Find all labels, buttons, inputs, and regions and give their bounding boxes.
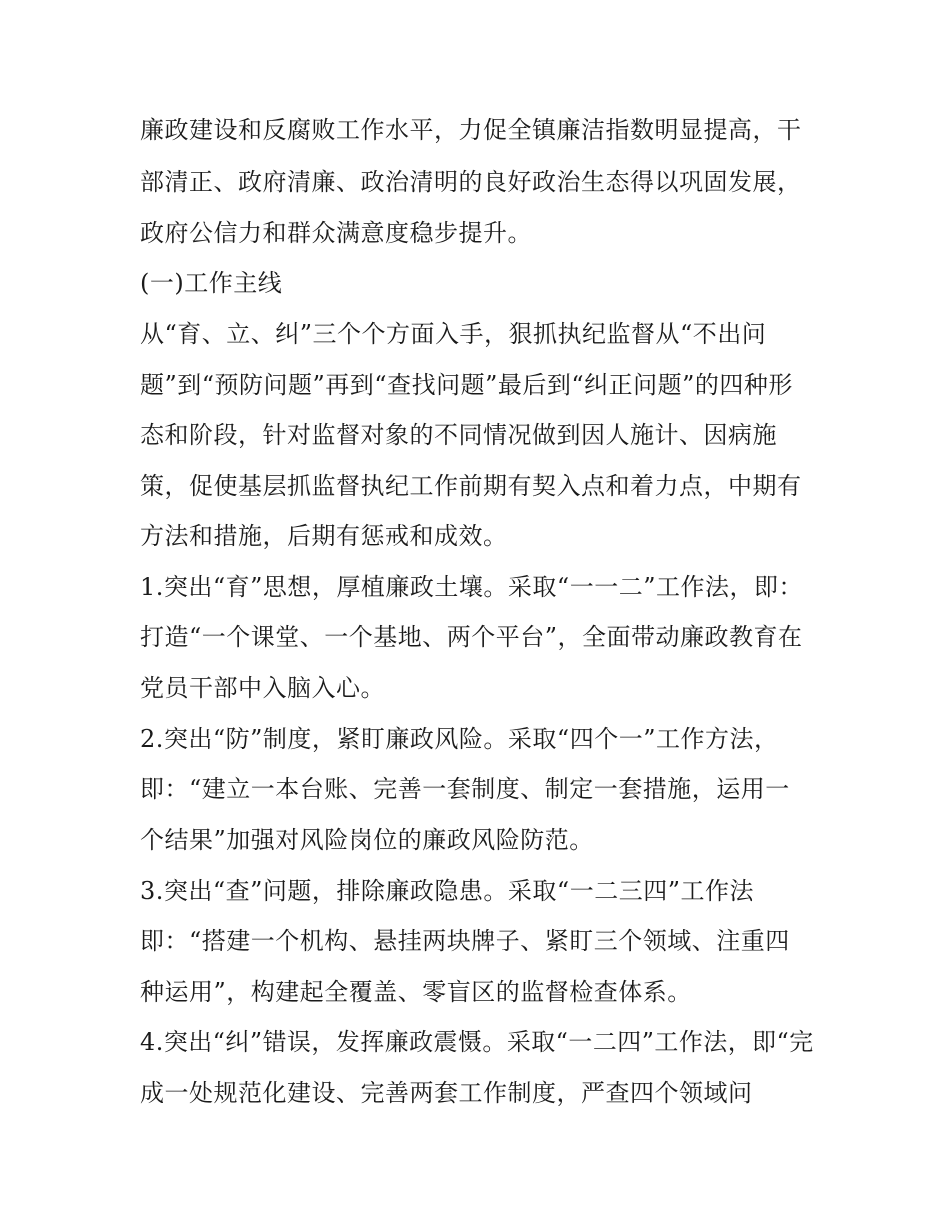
text-line: 部清正、政府清廉、政治清明的良好政治生态得以巩固发展， (140, 168, 802, 196)
text-line: 从“育、立、纠”三个个方面入手，狠抓执纪监督从“不出问 (140, 320, 767, 348)
text-line: 成一处规范化建设、完善两套工作制度，严查四个领域问 (140, 1079, 753, 1107)
text-line: 个结果”加强对风险岗位的廉政风险防范。 (140, 826, 594, 854)
list-item-1: 1.突出“育”思想，厚植廉政土壤。采取“一一二”工作法，即： (140, 573, 803, 601)
text-line: 方法和措施，后期有惩戒和成效。 (140, 522, 508, 550)
text-line: 廉政建设和反腐败工作水平，力促全镇廉洁指数明显提高，干 (140, 116, 802, 144)
section-heading: (一)工作主线 (140, 269, 283, 297)
text-line: 即：“建立一本台账、完善一套制度、制定一套措施，运用一 (140, 775, 790, 803)
list-item-3: 3.突出“查”问题，排除廉政隐患。采取“一二三四”工作法 (140, 877, 754, 905)
text-line: 策，促使基层抓监督执纪工作前期有契入点和着力点，中期有 (140, 472, 802, 500)
text-line: 即：“搭建一个机构、悬挂两块牌子、紧盯三个领域、注重四 (140, 927, 790, 955)
text-line: 种运用”，构建起全覆盖、零盲区的监督检查体系。 (140, 978, 692, 1006)
list-item-4: 4.突出“纠”错误，发挥廉政震慑。采取“一二四”工作法，即“完 (140, 1028, 814, 1056)
text-line: 打造“一个课堂、一个基地、两个平台”，全面带动廉政教育在 (140, 623, 803, 651)
text-line: 态和阶段，针对监督对象的不同情况做到因人施计、因病施 (140, 421, 777, 449)
text-line: 党员干部中入脑入心。 (140, 674, 385, 702)
text-line: 题”到“预防问题”再到“查找问题”最后到“纠正问题”的四种形 (140, 371, 793, 399)
text-line: 政府公信力和群众满意度稳步提升。 (140, 219, 532, 247)
list-item-2: 2.突出“防”制度，紧盯廉政风险。采取“四个一”工作方法， (140, 725, 779, 753)
